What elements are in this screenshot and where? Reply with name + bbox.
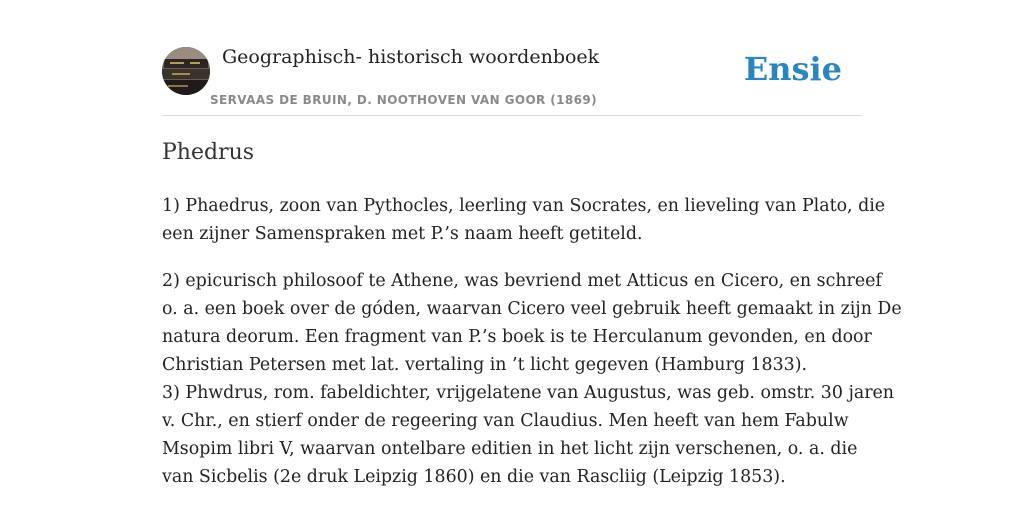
book-thumbnail[interactable]	[162, 47, 210, 95]
paragraph-2	[162, 267, 902, 491]
entry-title: Phedrus	[162, 140, 255, 165]
book-stack-icon	[162, 47, 210, 95]
text-line: 3) Phwdrus, rom. fabeldichter, vrijgelatene van Augustus, was geb. omstr. 30 jaren	[162, 383, 895, 403]
paragraph-1	[162, 192, 886, 248]
text-line: natura deorum. Een fragment van P.’s boek is te Herculanum gevonden, en door	[162, 327, 872, 347]
text-line: v. Chr., en stierf onder de regeering van Claudius. Men heeft van hem Fabulw	[162, 411, 849, 431]
book-title[interactable]: Geographisch- historisch woordenboek	[222, 46, 600, 68]
text-line: 1) Phaedrus, zoon van Pythocles, leerling van Socrates, en lieveling van Plato, die	[162, 196, 886, 216]
text-line: van Sicbelis (2e druk Leipzig 1860) en die van Rascliig (Leipzig 1853).	[162, 467, 786, 487]
ensie-logo-link[interactable]: Ensie	[743, 50, 842, 88]
text-line: een zijner Samenspraken met P.’s naam heeft getiteld.	[162, 224, 643, 244]
book-header	[162, 40, 862, 116]
text-line: 2) epicurisch philosoof te Athene, was bevriend met Atticus en Cicero, en schreef	[162, 271, 882, 291]
entry-body	[162, 192, 902, 491]
text-line: o. a. een boek over de góden, waarvan Cicero veel gebruik heeft gemaakt in zijn De	[162, 299, 902, 319]
text-line: Msopim libri V, waarvan ontelbare editien in het licht zijn verschenen, o. a. die	[162, 439, 858, 459]
book-author: SERVAAS DE BRUIN, D. NOOTHOVEN VAN GOOR (1869)	[210, 93, 598, 107]
text-line: Christian Petersen met lat. vertaling in ’t licht gegeven (Hamburg 1833).	[162, 355, 808, 375]
